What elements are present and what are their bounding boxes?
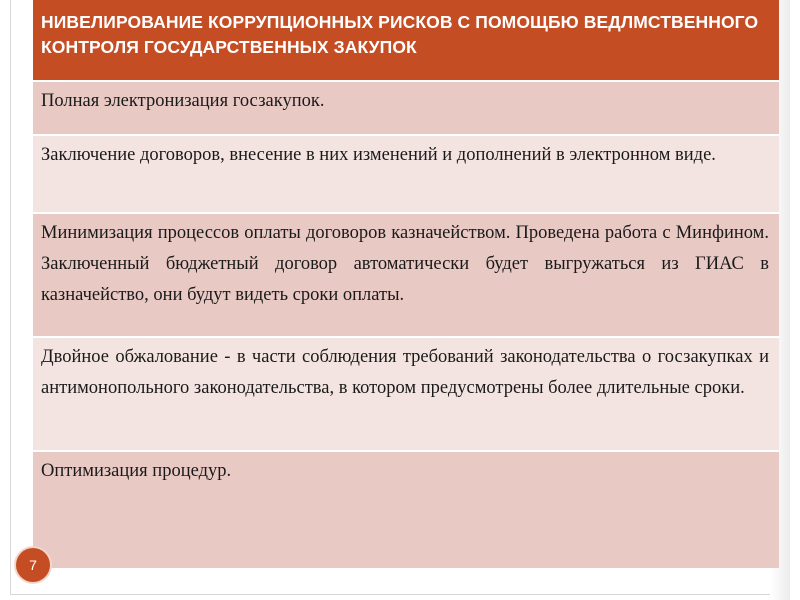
slide-number-badge: 7	[16, 548, 50, 582]
table-row: Полная электронизация госзакупок.	[33, 82, 779, 136]
table-row: Заключение договоров, внесение в них изменений и дополнений в электронном виде.	[33, 136, 779, 214]
content-table	[33, 0, 779, 568]
table-row: Двойное обжалование - в части соблюдения требований законодательства о госзакупках и антимонопольного законодательства, в котором предусмотрены более длительные сроки.	[33, 338, 779, 452]
table-row: Оптимизация процедур.	[33, 452, 779, 568]
table-header: НИВЕЛИРОВАНИЕ КОРРУПЦИОННЫХ РИСКОВ С ПОМОЩБЮ ВЕДЛМСТВЕННОГО КОНТРОЛЯ ГОСУДАРСТВЕННЫХ ЗАКУПОК	[33, 0, 779, 82]
table-row: Минимизация процессов оплаты договоров казначейством. Проведена работа с Минфином. Заключенный бюджетный договор автоматически будет выгружаться из ГИАС в казначейство, они будут видеть сроки оплаты.	[33, 214, 779, 338]
